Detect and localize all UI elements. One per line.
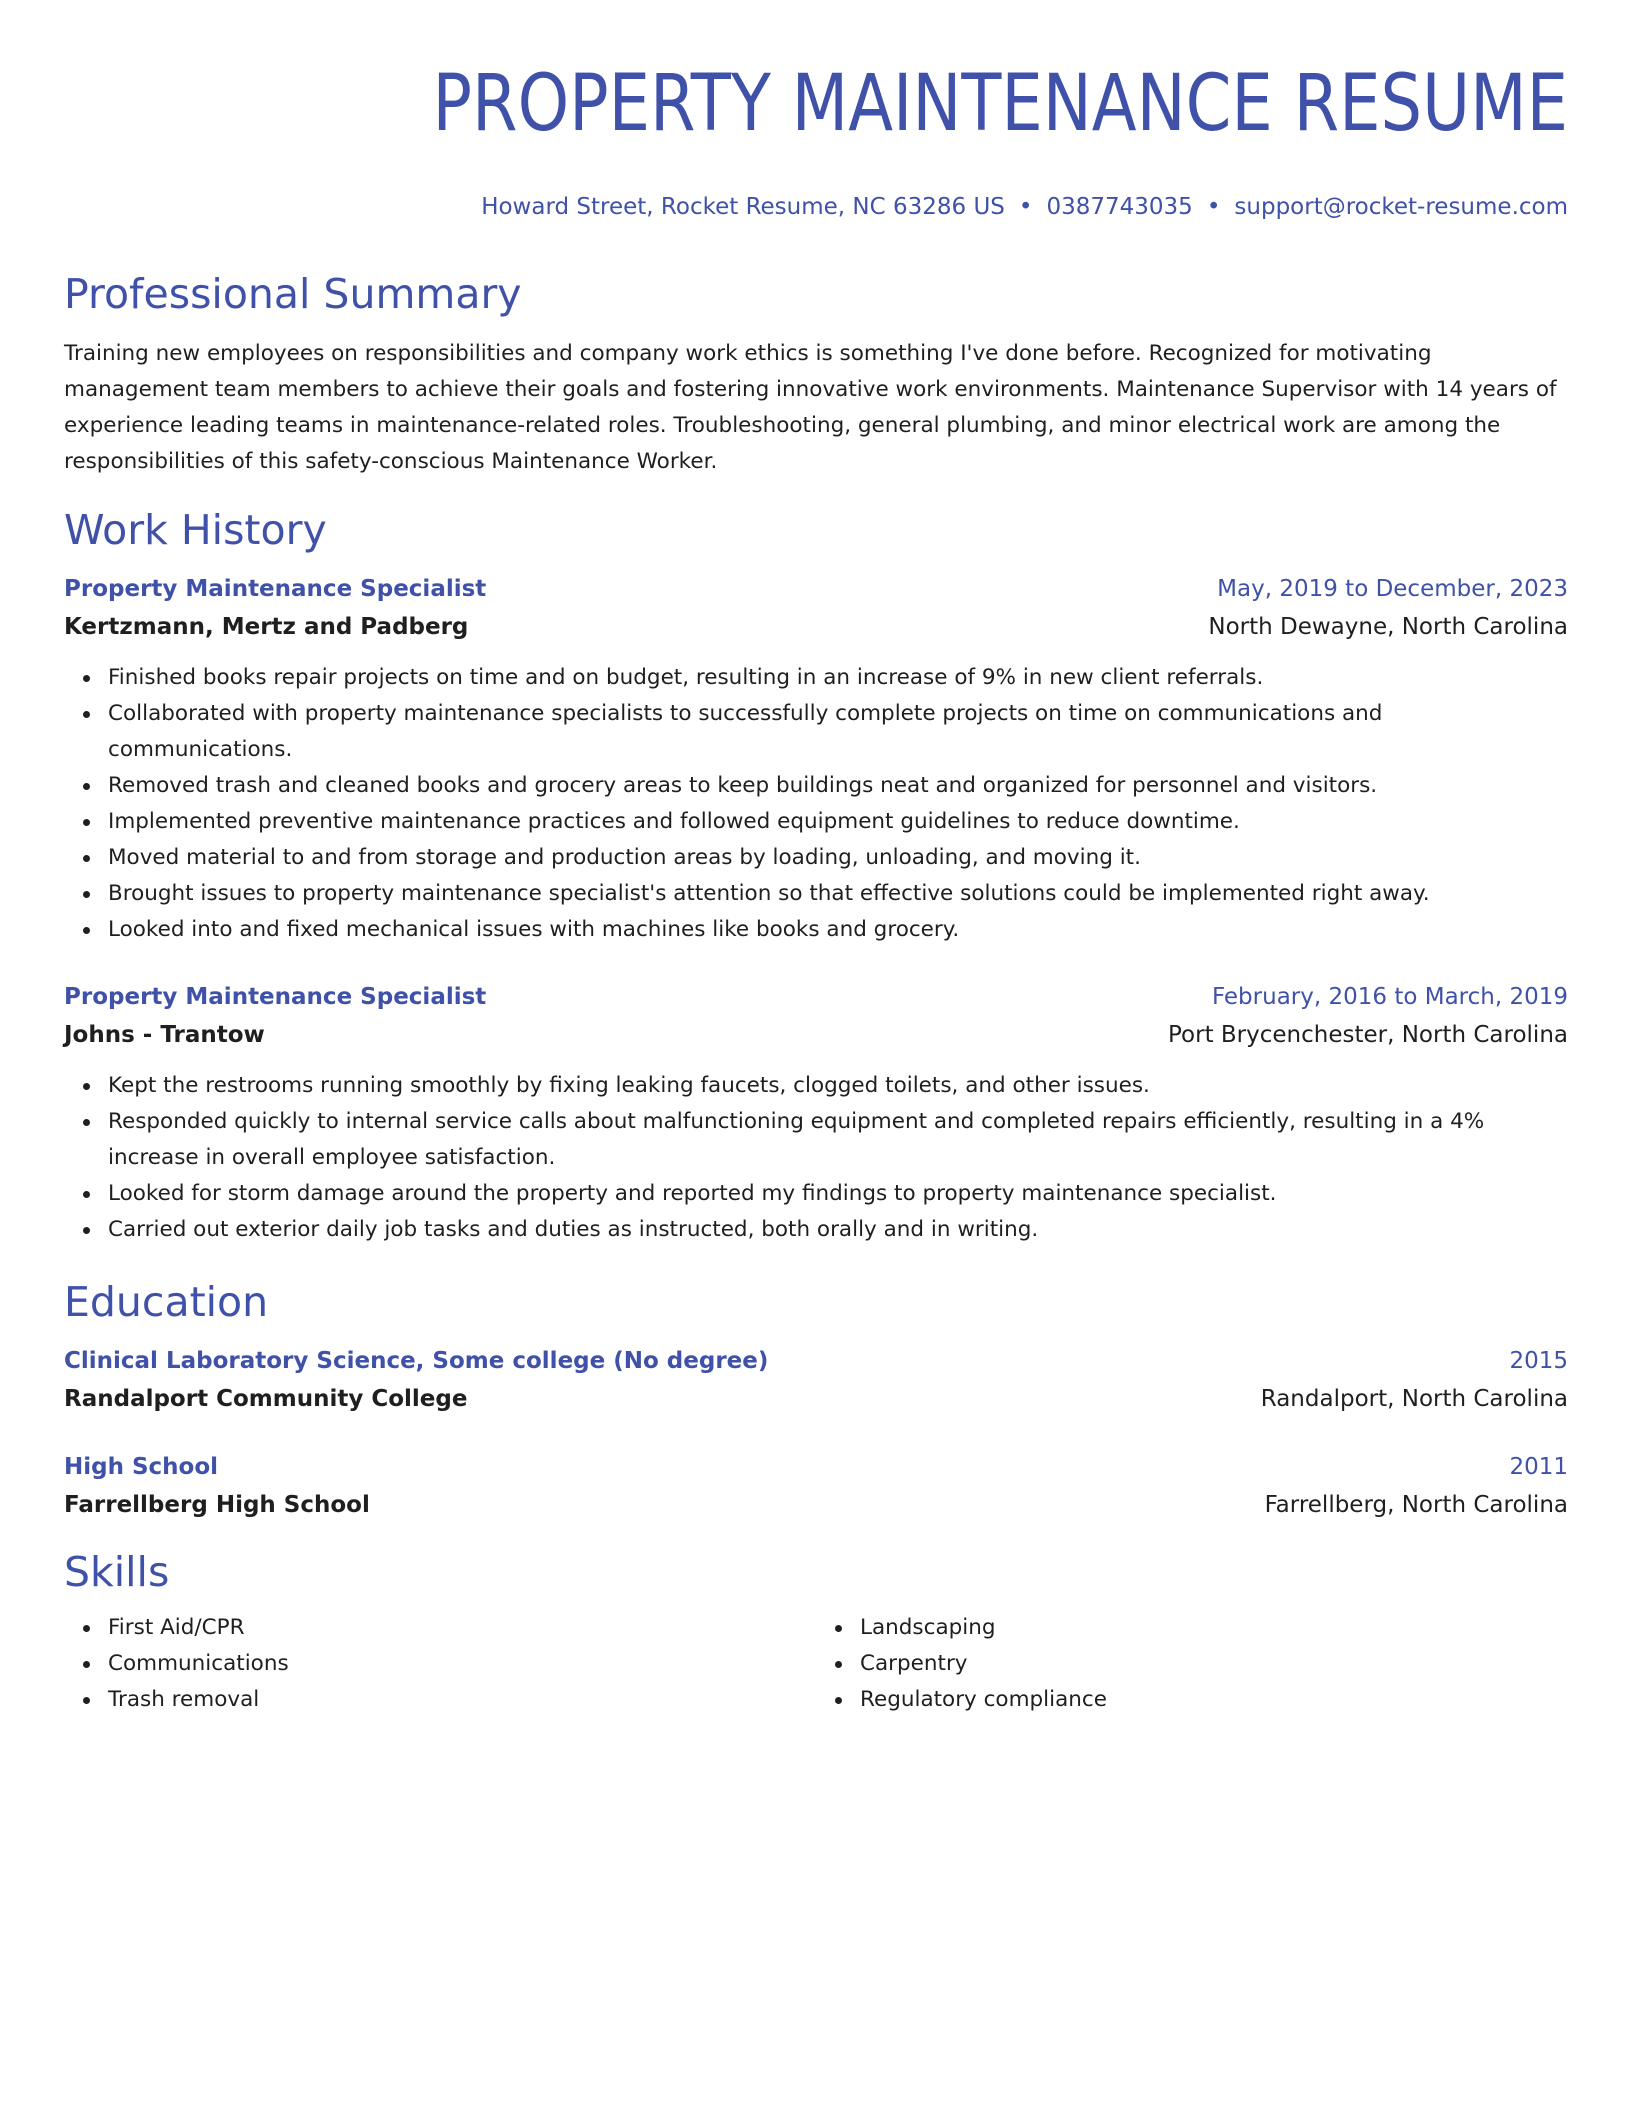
education-entry: [64, 1342, 1568, 1418]
job-bullet: Carried out exterior daily job tasks and duties as instructed, both orally and in writing.: [108, 1212, 1568, 1248]
job-location: North Dewayne, North Carolina: [1208, 614, 1568, 640]
education-school: Randalport Community College: [64, 1386, 468, 1412]
education-location: Farrellberg, North Carolina: [1264, 1492, 1568, 1518]
job-bullets: [64, 1068, 1568, 1248]
job-entry: [64, 570, 1568, 948]
education-heading: Education: [64, 1278, 269, 1326]
job-company: Kertzmann, Mertz and Padberg: [64, 614, 469, 640]
job-bullet: Responded quickly to internal service calls about malfunctioning equipment and completed repairs efficiently, resulting in a 4% increase in overall employee satisfaction.: [108, 1104, 1568, 1176]
education-school: Farrellberg High School: [64, 1492, 370, 1518]
education-school-row: [64, 1486, 1568, 1524]
job-bullet: Looked into and fixed mechanical issues with machines like books and grocery.: [108, 912, 1568, 948]
job-company-row: [64, 1016, 1568, 1054]
skills-section: [64, 1544, 1568, 1718]
job-bullet: Removed trash and cleaned books and grocery areas to keep buildings neat and organized for personnel and visitors.: [108, 768, 1568, 804]
skills-heading: Skills: [64, 1548, 170, 1596]
skill-item: Carpentry: [860, 1646, 1568, 1682]
contact-email: support@rocket-resume.com: [1234, 194, 1568, 220]
skill-item: Landscaping: [860, 1610, 1568, 1646]
contact-line: [64, 190, 1568, 224]
education-location: Randalport, North Carolina: [1260, 1386, 1568, 1412]
job-bullet: Collaborated with property maintenance specialists to successfully complete projects on time on communications and communications.: [108, 696, 1568, 768]
job-company: Johns - Trantow: [64, 1022, 265, 1048]
contact-phone: 0387743035: [1046, 194, 1193, 220]
summary-section: [64, 266, 1568, 480]
job-dates: May, 2019 to December, 2023: [1217, 576, 1568, 602]
contact-separator: •: [1018, 194, 1033, 220]
job-title: Property Maintenance Specialist: [64, 984, 487, 1010]
skill-item: Communications: [108, 1646, 816, 1682]
contact-address: Howard Street, Rocket Resume, NC 63286 US: [481, 194, 1005, 220]
job-bullet: Moved material to and from storage and production areas by loading, unloading, and moving it.: [108, 840, 1568, 876]
job-header-row: [64, 978, 1568, 1016]
summary-text: Training new employees on responsibilities and company work ethics is something I've done before. Recognized for motivating management team members to achieve their goals and fostering innovative work environments. Maintenance Supervisor with 14 years of experience leading teams in maintenance-related roles. Troubleshooting, general plumbing, and minor electrical work are among the responsibilities of this safety-conscious Maintenance Worker.: [64, 341, 1557, 474]
skill-item: Trash removal: [108, 1682, 816, 1718]
education-year: 2015: [1509, 1348, 1568, 1374]
job-bullets: [64, 660, 1568, 948]
skills-list-right: [816, 1610, 1568, 1718]
education-school-row: [64, 1380, 1568, 1418]
skills-columns: [64, 1610, 1568, 1718]
education-entry: [64, 1448, 1568, 1524]
education-year: 2011: [1509, 1454, 1568, 1480]
job-dates: February, 2016 to March, 2019: [1211, 984, 1568, 1010]
resume-title: PROPERTY MAINTENANCE RESUME: [432, 59, 1568, 149]
job-bullet: Looked for storm damage around the property and reported my findings to property maintenance specialist.: [108, 1176, 1568, 1212]
job-entry: [64, 978, 1568, 1248]
education-section: [64, 1274, 1568, 1524]
skill-item: First Aid/CPR: [108, 1610, 816, 1646]
contact-separator: •: [1206, 194, 1221, 220]
job-header-row: [64, 570, 1568, 608]
summary-heading: Professional Summary: [64, 270, 522, 318]
job-bullet: Kept the restrooms running smoothly by fixing leaking faucets, clogged toilets, and other issues.: [108, 1068, 1568, 1104]
skills-list-left: [64, 1610, 816, 1718]
education-header-row: [64, 1448, 1568, 1486]
job-bullet: Implemented preventive maintenance practices and followed equipment guidelines to reduce downtime.: [108, 804, 1568, 840]
work-history-section: [64, 502, 1568, 1248]
job-location: Port Brycenchester, North Carolina: [1168, 1022, 1568, 1048]
job-title: Property Maintenance Specialist: [64, 576, 487, 602]
work-history-heading: Work History: [64, 506, 327, 554]
job-company-row: [64, 608, 1568, 646]
education-header-row: [64, 1342, 1568, 1380]
job-bullet: Brought issues to property maintenance specialist's attention so that effective solutions could be implemented right away.: [108, 876, 1568, 912]
skill-item: Regulatory compliance: [860, 1682, 1568, 1718]
job-bullet: Finished books repair projects on time and on budget, resulting in an increase of 9% in new client referrals.: [108, 660, 1568, 696]
education-degree: High School: [64, 1454, 219, 1480]
education-degree: Clinical Laboratory Science, Some college (No degree): [64, 1348, 769, 1374]
